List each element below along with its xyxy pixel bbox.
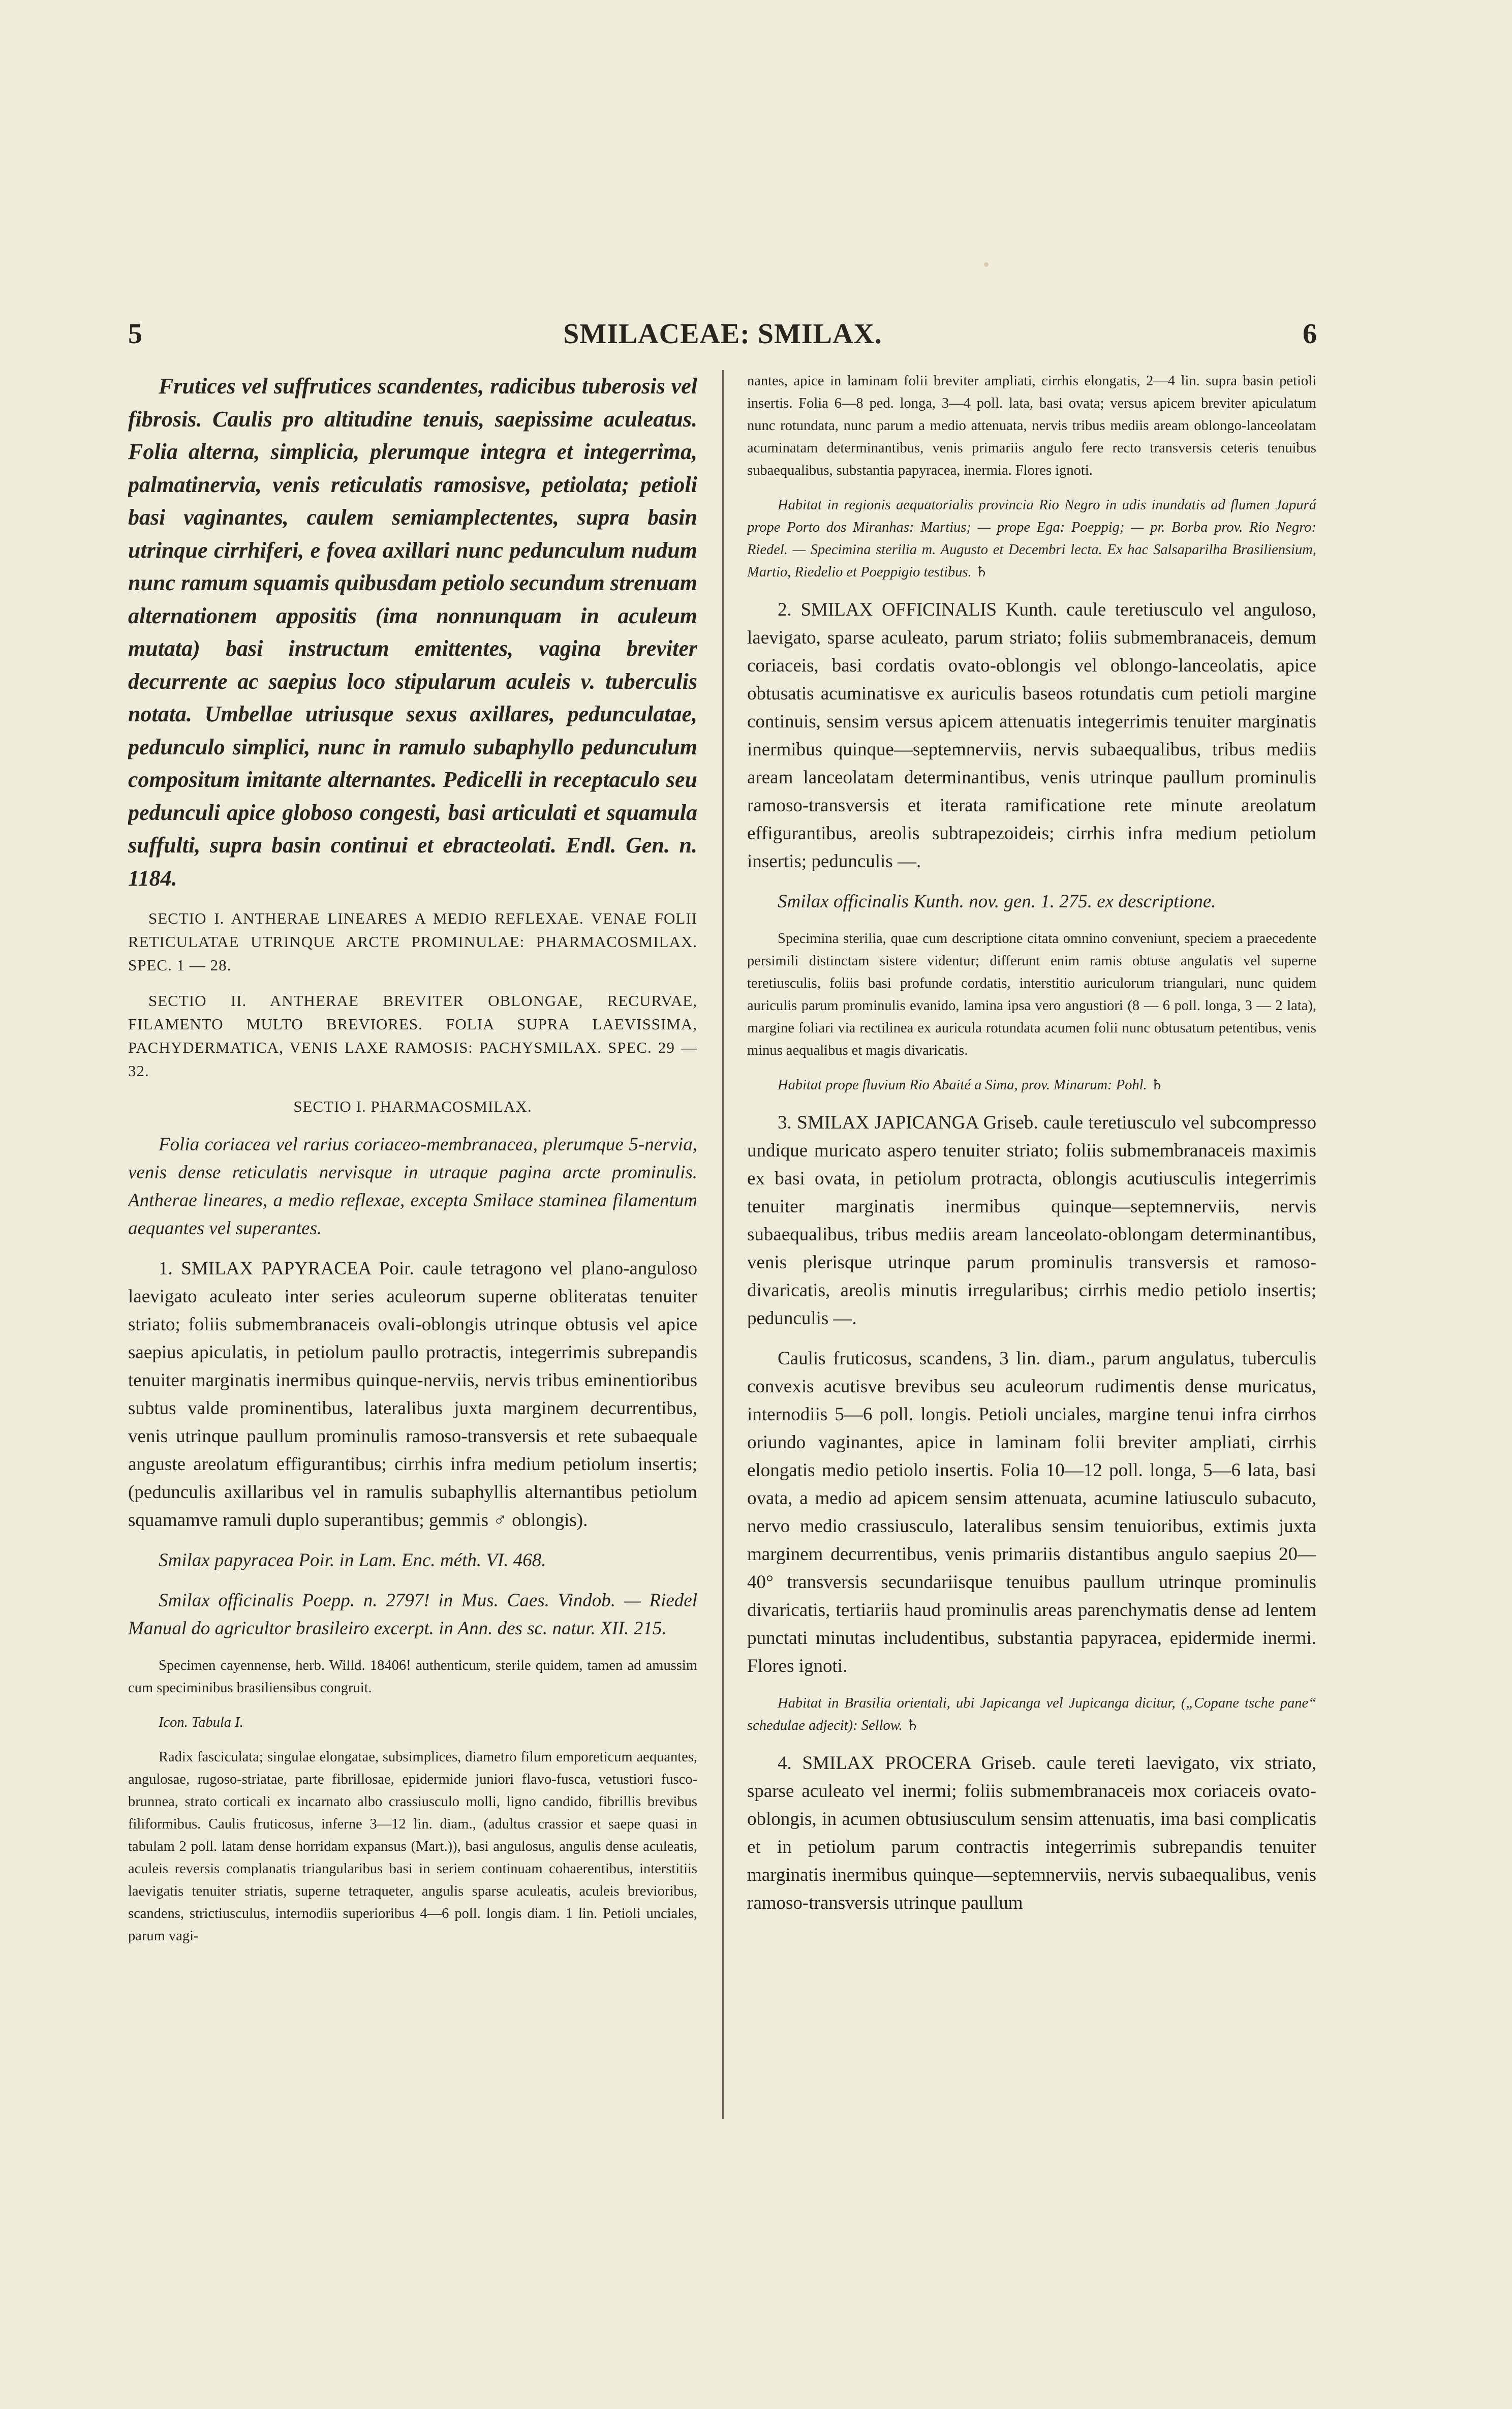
species-1-description: Radix fasciculata; singulae elongatae, subsimplices, diametro filum emporeticum aequantes, angulosae, rugoso-striatae, parte fibrillosae, epidermide juniori flavo-fusca, vetustiori fusco-brunnea, strato corticali ex incarnato albo crassiusculo molli, ligno candido, fibrillis brevibus filiformibus. Caulis fruticosus, inferne 3—12 lin. diam., (adultus crassior et saepe quasi in tabulam 2 poll. latam dense horridam expansus (Mart.)), basi angulosus, angulis dense aculeatis, aculeis reversis complanatis triangularibus basi in seriem continuam cohaerentibus, interstitiis laevigatis tenuiter striatis, superne tetraqueter, angulis sparse aculeatis, aculeis brevioribus, scandens, strictiusculus, internodiis superioribus 4—6 poll. longis diam. 1 lin. Petioli unciales, parum vagi- — [128, 1749, 697, 1944]
species-3-description: Caulis fruticosus, scandens, 3 lin. diam., parum angulatus, tuberculis convexis acutisve brevibus seu aculeorum rudimentis dense muricatus, internodiis 5—6 poll. longis. Petioli unciales, margine tenui infra cirrhos oriundo vaginantes, apice in laminam folii breviter ampliati, cirrhis elongatis medio petiolo insertis. Folia 10—12 poll. longa, 5—6 lata, basi ovata, a medio ad apicem sensim attenuata, acumine latiusculo subacuto, nervo medio crassiusculo, lateralibus sensim tenuioribus, extimis juxta marginem decurrentibus, venis primariis distantibus angulo saepius 20—40° transversis secundariisque tenuibus paullum utrinque prominulis divaricatis, tertiariis haud prominulis areas parenchymatis dense ad lentem punctati minutas includentibus, substantia papyracea, epidermide inermi. Flores ignoti. — [747, 1348, 1316, 1676]
species-1-description-cont: nantes, apice in laminam folii breviter ampliati, cirrhis elongatis, 2—4 lin. supra basin petioli insertis. Folia 6—8 ped. longa, 3—4 poll. lata, basi ovata; versus apicem breviter apiculatum nunc rotundata, nunc parum a medio attenuata, nervis tribus mediis aream oblongo-lanceolatam acuminatam determinantibus, venis primariis angulo fere recto transversis ceteris tenuibus subaequalibus, substantia papyracea, inermia. Flores ignoti. — [747, 373, 1316, 478]
species-1-reference-2: Smilax officinalis Poepp. n. 2797! in Mus. Caes. Vindob. — Riedel Manual do agricultor brasileiro excerpt. in Ann. des sc. natur. XII. 215. — [128, 1590, 697, 1639]
species-1-diagnosis: 1. SMILAX PAPYRACEA Poir. caule tetragono vel plano-anguloso laevigato aculeato inter series aculeorum superne obliteratas tenuiter striato; foliis submembranaceis ovali-oblongis utrinque obtusis vel apice saepius apiculatis, in petiolum paullo protractis, integerrimis subrepandis tenuiter marginatis inermibus quinque-nerviis, nervis tribus eminentioribus subtus valde prominentibus, lateralibus juxta marginem decurrentibus, venis utrinque paullum prominulis ramoso-transversis et rete subaequale anguste areolatum effigurantibus; cirrhis infra medium petiolum insertis; (pedunculis axillaribus vel in ramulis subaphyllis alternantibus petiolum squamamve ramuli duplo superantibus; gemmis ♂ oblongis). — [128, 1258, 697, 1531]
left-column — [128, 370, 697, 2109]
paper-stain — [984, 262, 989, 267]
page-number-left: 5 — [128, 318, 143, 350]
species-2-specimen-note: Specimina sterilia, quae cum descriptione citata omnino conveniunt, speciem a praecedente persimili distinctam sistere videntur; differunt enim ramis obtuse angulatis vel superne teretiusculis, foliis basi profunde cordatis, interstitio auriculorum triangulari, nunc quidem auriculis parum prominulis evanido, lamina ipsa vero angustiori (8 — 6 poll. longa, 3 — 2 lata), margine foliari via rectilinea ex auricula rotundata acumen folii nunc obtusatum petentibus, venis minus aequalibus et magis divaricatis. — [747, 931, 1316, 1058]
genus-description: Frutices vel suffrutices scandentes, radicibus tuberosis vel fibrosis. Caulis pro altitudine tenuis, saepissime aculeatus. Folia alterna, simplicia, plerumque integra et integerrima, palmatinervia, venis reticulatis ramosisve, petiolata; petioli basi vaginantes, caulem semiamplectentes, supra basin utrinque cirrhiferi, e fovea axillari nunc pedunculum nudum nunc ramum squamis quibusdam petiolo secundum strenuam alternationem appositis (ima nonnunquam in aculeum mutata) basi instructum emittentes, vagina breviter decurrente ac saepius loco stipularum aculeis v. tuberculis notata. Umbellae utriusque sexus axillares, pedunculatae, pedunculo simplici, nunc in ramulo subaphyllo pedunculum compositum imitante alternantes. Pedicelli in receptaculo seu pedunculi apice globoso congesti, basi articulati et squamula suffulti, supra basin continui et ebracteolati. Endl. Gen. n. 1184. — [128, 374, 697, 891]
species-2-reference: Smilax officinalis Kunth. nov. gen. 1. 275. ex descriptione. — [778, 891, 1216, 912]
column-divider — [722, 370, 724, 2119]
species-4-diagnosis: 4. SMILAX PROCERA Griseb. caule tereti laevigato, vix striato, sparse aculeato vel inermi; foliis submembranaceis mox coriaceis ovato-oblongis, in acumen obtusiusculum sensim attenuatis, ima basi complicatis et in petiolum parum contractis integerrimis subrepandis tenuiter marginatis inermibus quinque—septemnerviis, nervis subaequalibus, venis ramoso-transversis utrinque paullum — [747, 1753, 1316, 1913]
species-1-reference-1: Smilax papyracea Poir. in Lam. Enc. méth. VI. 468. — [159, 1550, 546, 1571]
species-1-icon-ref: Icon. Tabula I. — [159, 1715, 243, 1730]
right-column — [747, 370, 1316, 2109]
sectio-summary-1: SECTIO I. ANTHERAE LINEARES A MEDIO REFLEXAE. VENAE FOLII RETICULATAE UTRINQUE ARCTE PROMINULAE: PHARMACOSMILAX. SPEC. 1 — 28. — [128, 909, 697, 974]
header-title: SMILACEAE: SMILAX. — [563, 318, 882, 350]
species-2-habitat: Habitat prope fluvium Rio Abaité a Sima, prov. Minarum: Pohl. ♄ — [778, 1077, 1164, 1093]
page-number-right: 6 — [1303, 318, 1317, 350]
species-2-diagnosis: 2. SMILAX OFFICINALIS Kunth. caule teretiusculo vel anguloso, laevigato, sparse aculeato, parum striato; foliis submembranaceis, demum coriaceis, basi cordatis ovato-oblongis vel oblongo-lanceolatis, apice obtusatis acuminatisve ex auriculis baseos rotundatis cum petioli margine continuis, sensim versus apicem attenuatis integerrimis tenuiter marginatis inermibus quinque—septemnerviis, nervis subaequalibus, tribus mediis aream lanceolatam determinantibus, venis utrinque paullum prominulis ramoso-transversis et iterata ramificatione rete minute areolatum effigurantibus, areolis subtrapezoideis; cirrhis infra medium petiolum insertis; pedunculis —. — [747, 599, 1316, 872]
species-3-diagnosis: 3. SMILAX JAPICANGA Griseb. caule teretiusculo vel subcompresso undique muricato aspero tenuiter striato; foliis submembranaceis maximis ex basi ovata, in petiolum protracta, oblongis acutiusculis integerrimis tenuiter marginatis inermibus quinque—septemnerviis, nervis subaequalibus, tribus mediis aream lanceolato-oblongam determinantibus, venis plerisque utrinque parum prominulis transversis et ramoso-divaricatis, areolis minutis irregularibus; cirrhis medio petiolo insertis; pedunculis —. — [747, 1112, 1316, 1329]
species-1-habitat: Habitat in regionis aequatorialis provincia Rio Negro in udis inundatis ad flumen Japurá prope Porto dos Miranhas: Martius; — prope Ega: Poeppig; — pr. Borba prov. Rio Negro: Riedel. — Specimina sterilia m. Augusto et Decembri lecta. Ex hac Salsaparilha Brasiliensium, Martio, Riedelio et Poeppigio testibus. ♄ — [747, 497, 1316, 580]
running-header — [128, 318, 1317, 358]
sectio-summary-2: SECTIO II. ANTHERAE BREVITER OBLONGAE, RECURVAE, FILAMENTO MULTO BREVIORES. FOLIA SUPRA LAEVISSIMA, PACHYDERMATICA, VENIS LAXE RAMOSIS: PACHYSMILAX. SPEC. 29 — 32. — [128, 992, 697, 1080]
species-1-specimen-note: Specimen cayennense, herb. Willd. 18406! authenticum, sterile quidem, tamen ad amussim cum speciminibus brasiliensibus congruit. — [128, 1658, 697, 1696]
sectio-description: Folia coriacea vel rarius coriaceo-membranacea, plerumque 5-nervia, venis dense reticulatis nervisque in utraque pagina arcte prominulis. Antherae lineares, a medio reflexae, excepta Smilace staminea filamentum aequantes vel superantes. — [128, 1134, 697, 1239]
sectio-heading: SECTIO I. PHARMACOSMILAX. — [293, 1097, 532, 1115]
species-3-habitat: Habitat in Brasilia orientali, ubi Japicanga vel Jupicanga dicitur, („Copane tsche pane“ schedulae adjecit): Sellow. ♄ — [747, 1695, 1316, 1733]
